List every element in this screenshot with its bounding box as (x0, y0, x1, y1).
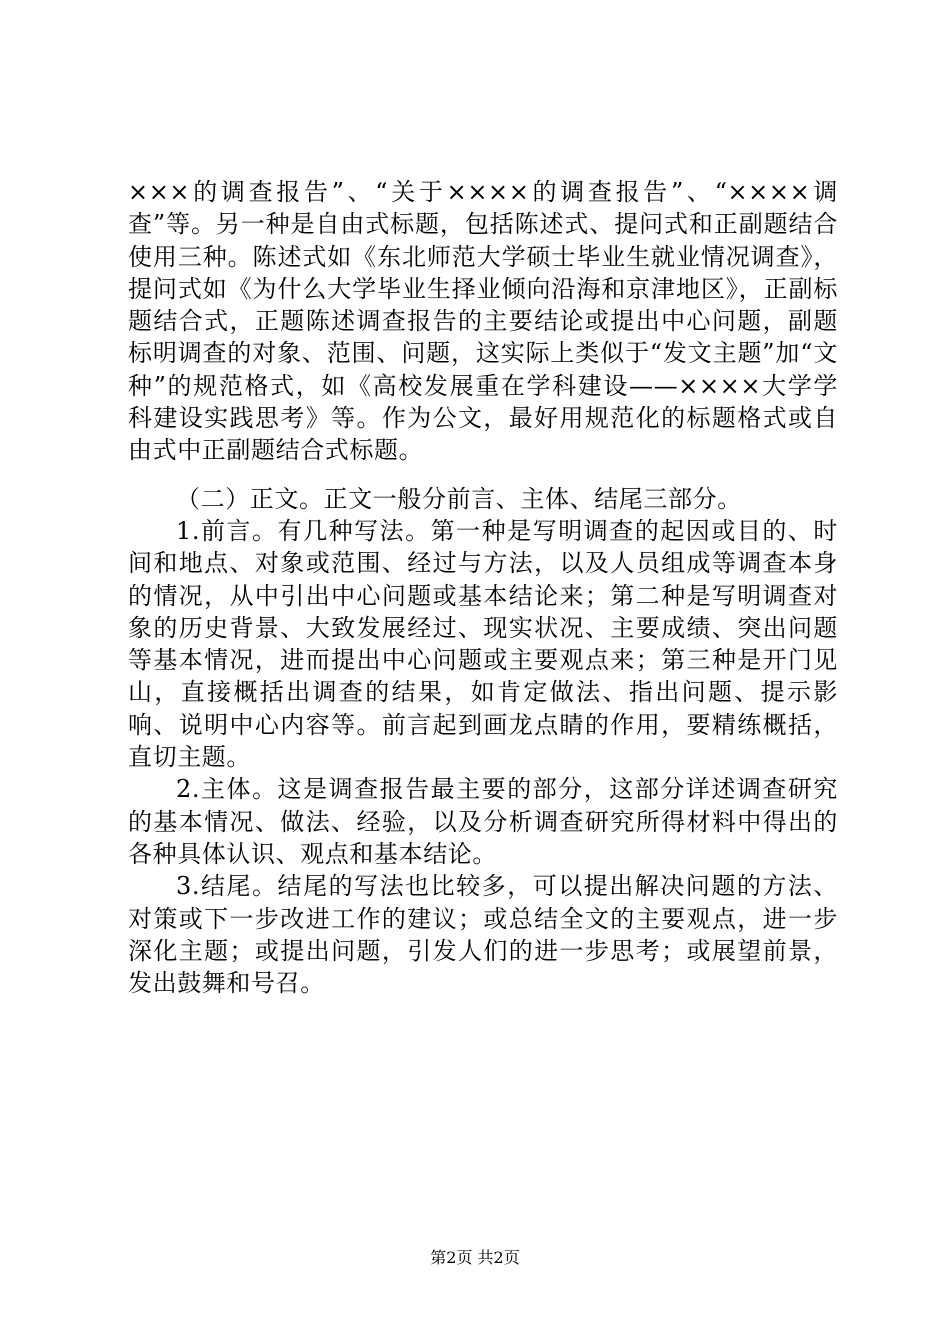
paragraph-title-formats: ×××的调查报告”、“关于××××的调查报告”、“××××调查”等。另一种是自由式标题，包括陈述式、提问式和正副题结合使用三种。陈述式如《东北师范大学硕士毕业生就业情况调查》，提问式如《为什么大学毕业生择业倾向沿海和京津地区》，正副标题结合式，正题陈述调查报告的主要结论或提出中心问题，副题标明调查的对象、范围、问题，这实际上类似于“发文主题”加“文种”的规范格式，如《高校发展重在学科建设——××××大学学科建设实践思考》等。作为公文，最好用规范化的标题格式或自由式中正副题结合式标题。 (128, 178, 838, 465)
paragraph-ending: 3.结尾。结尾的写法也比较多，可以提出解决问题的方法、对策或下一步改进工作的建议；或总结全文的主要观点，进一步深化主题；或提出问题，引发人们的进一步思考；或展望前景，发出鼓舞和号召。 (128, 872, 838, 998)
page-footer: 第2页 共2页 (430, 1248, 520, 1267)
paragraph-section-heading: （二）正文。正文一般分前言、主体、结尾三部分。 (176, 484, 742, 513)
paragraph-main-body: 2.主体。这是调查报告最主要的部分，这部分详述调查研究的基本情况、做法、经验，以及分析调查研究所得材料中得出的各种具体认识、观点和基本结论。 (128, 775, 838, 868)
paragraph-preface: 1.前言。有几种写法。第一种是写明调查的起因或目的、时间和地点、对象或范围、经过与方法，以及人员组成等调查本身的情况，从中引出中心问题或基本结论来；第二种是写明调查对象的历史背景、大致发展经过、现实状况、主要成绩、突出问题等基本情况，进而提出中心问题或主要观点来；第三种是开门见山，直接概括出调查的结果，如肯定做法、指出问题、提示影响、说明中心内容等。前言起到画龙点睛的作用，要精练概括，直切主题。 (128, 516, 838, 772)
document-body (128, 176, 838, 999)
